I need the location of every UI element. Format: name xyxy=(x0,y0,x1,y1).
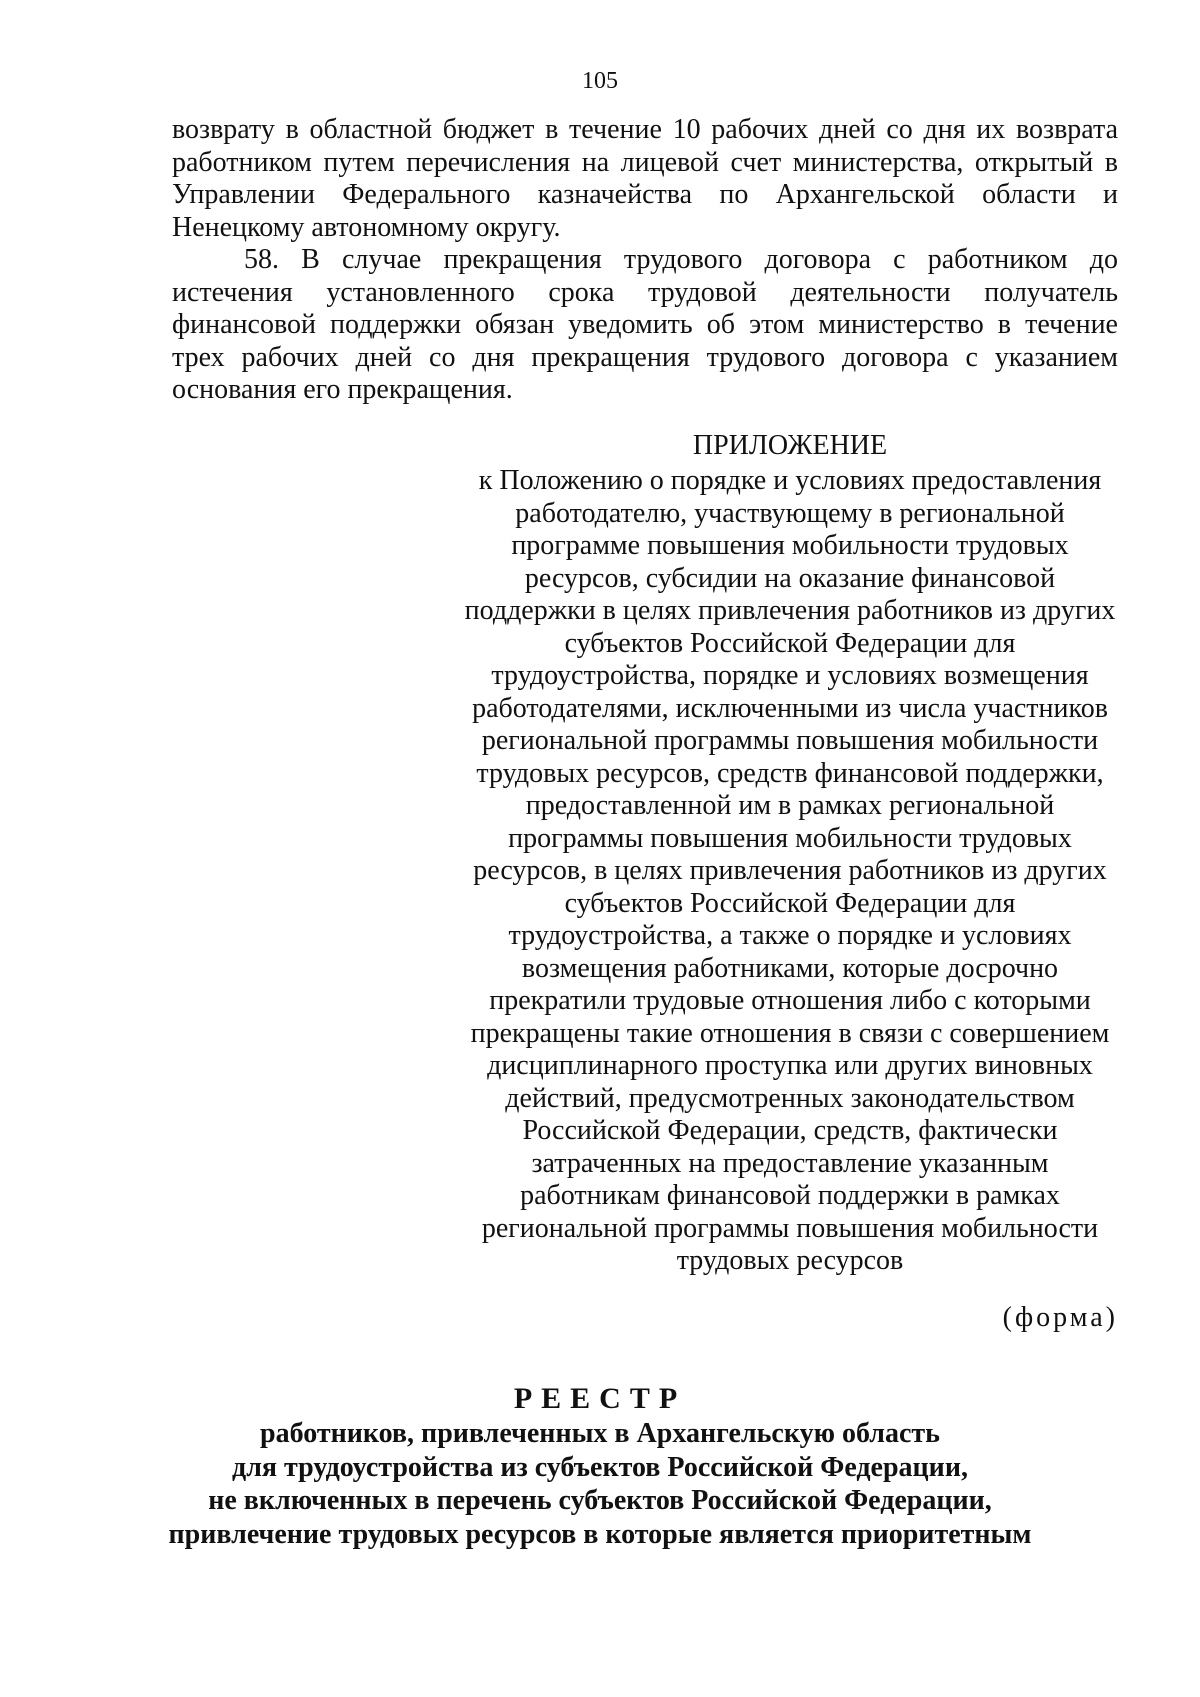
paragraph-continuation: возврату в областной бюджет в течение 10 рабочих дней со дня их возврата работником путем перечисления на лицевой счет министерства, открытый в Управлении Федерального казначейства по Архангельской области и Ненецкому автономному округу. xyxy=(172,114,1118,243)
registry-subtitle-line: привлечение трудовых ресурсов в которые является приоритетным xyxy=(168,1518,1032,1550)
registry-subtitle-line: для трудоустройства из субъектов Российской Федерации, xyxy=(232,1451,968,1483)
registry-subtitle-line: не включенных в перечень субъектов Российской Федерации, xyxy=(208,1485,992,1516)
page-number: 105 xyxy=(582,68,618,94)
form-note: (форма) xyxy=(1002,1302,1118,1333)
paragraph-58: 58. В случае прекращения трудового договора с работником до истечения установленного срока трудовой деятельности получатель финансовой поддержки обязан уведомить об этом министерство в течение трех рабочих дней со дня прекращения трудового договора с указанием основания его прекращения. xyxy=(172,244,1118,405)
body-text xyxy=(172,114,1118,407)
registry-subtitle-line: работников, привлеченных в Архангельскую область xyxy=(260,1418,940,1449)
appendix-title: ПРИЛОЖЕНИЕ xyxy=(692,430,888,461)
appendix-text: к Положению о порядке и условиях предоставления работодателю, участвующему в региональной программе повышения мобильности трудовых ресурсов, субсидии на оказание финансовой поддержки в целях привлечения работников из других субъектов Российской Федерации для трудоустройства, порядке и условиях возмещения работодателями, исключенными из числа участников региональной программы повышения мобильности трудовых ресурсов, средств финансовой поддержки, предоставленной им в рамках региональной программы повышения мобильности трудовых ресурсов, в целях привлечения работников из других субъектов Российской Федерации для трудоустройства, а также о порядке и условиях возмещения работниками, которые досрочно прекратили трудовые отношения либо с которыми прекращены такие отношения в связи с совершением дисциплинарного проступка или других виновных действий, предусмотренных законодательством Российской Федерации, средств, фактически затраченных на предоставление указанным работникам финансовой поддержки в рамках региональной программы повышения мобильности трудовых ресурсов xyxy=(464,465,1116,1276)
registry-title: РЕЕСТР xyxy=(513,1382,687,1415)
registry-subtitle xyxy=(120,1417,1080,1551)
